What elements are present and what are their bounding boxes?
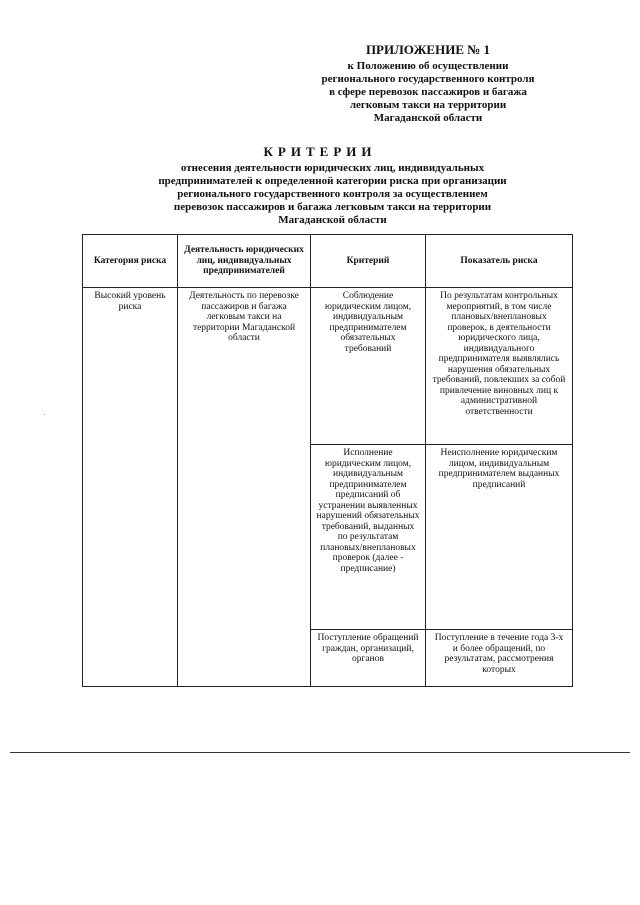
appendix-line: регионального государственного контроля [321, 73, 535, 85]
cell-indicator: По результатам контрольных мероприятий, в том числе плановых/внеплановых проверок, в деятельности юридического лица, индивидуального предпринимателя выявлялись нарушения обязательных требований, повлекших за собой привлечение виновных лиц к административной ответственности [426, 288, 573, 445]
subtitle-line: отнесения деятельности юридических лиц, индивидуальных [180, 162, 485, 174]
appendix-line: легковым такси на территории [349, 99, 507, 111]
table-header-row [83, 235, 573, 288]
appendix-heading: ПРИЛОЖЕНИЕ № 1 [365, 42, 491, 57]
criteria-title: КРИТЕРИИ [263, 144, 377, 159]
subtitle-line: Магаданской области [278, 214, 387, 226]
header-risk-indicator: Показатель риска [426, 235, 573, 288]
appendix-line: в сфере перевозок пассажиров и багажа [329, 86, 527, 98]
page-break-rule [10, 752, 630, 753]
cell-indicator: Поступление в течение года 3-х и более обращений, по результатам, рассмотрения которых [426, 630, 573, 687]
criteria-subtitle [80, 162, 585, 227]
cell-risk-category: Высокий уровень риска [83, 288, 178, 687]
cell-indicator: Неисполнение юридическим лицом, индивидуальным предпринимателем выданных предписаний [426, 445, 573, 630]
subtitle-line: предпринимателей к определенной категории риска при организации [158, 175, 507, 187]
cell-criterion: Поступление обращений граждан, организаций, органов [311, 630, 426, 687]
header-activity: Деятельность юридических лиц, индивидуальных предпринимателей [178, 235, 311, 288]
table-row [83, 288, 573, 445]
appendix-line: к Положению об осуществлении [347, 60, 509, 72]
subtitle-line: регионального государственного контроля за осуществлением [177, 188, 488, 200]
subtitle-line: перевозок пассажиров и багажа легковым такси на территории [173, 201, 492, 213]
header-risk-category: Категория риска [83, 235, 178, 288]
appendix-header [278, 42, 578, 125]
appendix-line: Магаданской области [373, 112, 483, 124]
cell-criterion: Исполнение юридическим лицом, индивидуальным предпринимателем предписаний об устранении выявленных нарушений обязательных требований, выданных по результатам плановых/внеплановых проверок (далее - предписание) [311, 445, 426, 630]
cell-criterion: Соблюдение юридическим лицом, индивидуальным предпринимателем обязательных требований [311, 288, 426, 445]
scan-speck [44, 414, 45, 415]
cell-activity: Деятельность по перевозке пассажиров и багажа легковым такси на территории Магаданской области [178, 288, 311, 687]
header-criterion: Критерий [311, 235, 426, 288]
risk-criteria-table [82, 234, 573, 687]
